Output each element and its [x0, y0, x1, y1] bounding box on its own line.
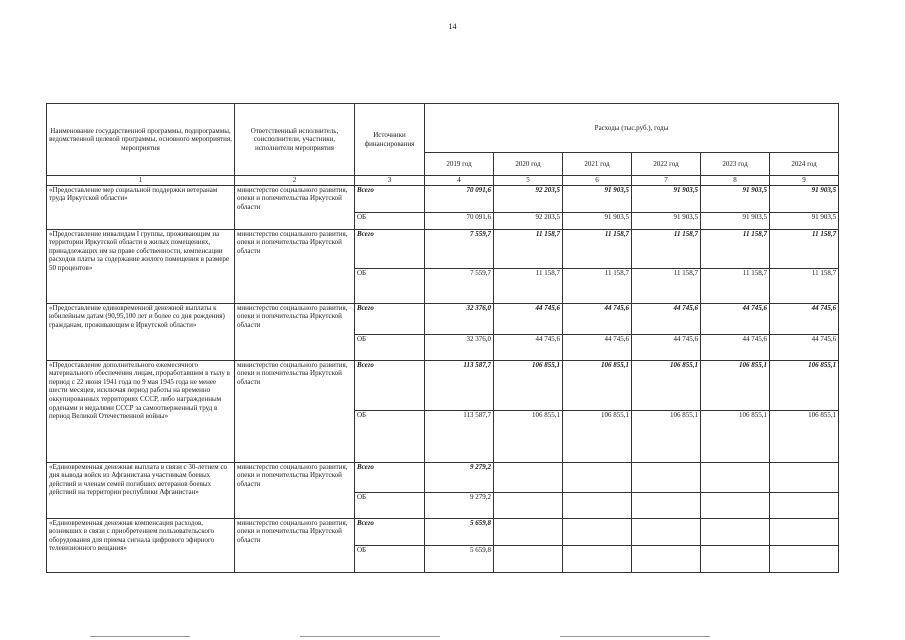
source-ob: ОБ — [355, 334, 425, 360]
amount-ob: 11 158,7 — [563, 268, 632, 303]
activity-name: «Предоставление дополнительного ежемесячного материального обеспечения лицам, проработавшим в тылу в период с 22 июня 1941 года по 9 мая 1945 года не менее шести месяцев, исключая период работы на временно оккупированных территориях СССР, либо награжденным орденами и медалями СССР за самоотверженный труд в период Великой Отечественной войны» — [47, 360, 235, 462]
amount-ob — [701, 545, 770, 572]
amount-total — [632, 518, 701, 545]
amount-ob — [563, 545, 632, 572]
amount-total: 91 903,5 — [701, 185, 770, 212]
amount-ob: 44 745,6 — [632, 334, 701, 360]
table-row — [47, 229, 839, 268]
amount-total: 92 203,5 — [494, 185, 563, 212]
amount-total — [632, 462, 701, 492]
amount-total: 91 903,5 — [770, 185, 839, 212]
amount-ob: 113 587,7 — [425, 410, 494, 462]
amount-ob: 70 091,6 — [425, 212, 494, 229]
amount-total: 44 745,6 — [701, 303, 770, 334]
amount-ob: 106 855,1 — [770, 410, 839, 462]
executor-name: министерство социального развития, опеки и попечительства Иркутской области — [235, 229, 355, 303]
executor-name: министерство социального развития, опеки и попечительства Иркутской области — [235, 518, 355, 572]
amount-total — [701, 462, 770, 492]
amount-ob: 91 903,5 — [632, 212, 701, 229]
table-row — [47, 518, 839, 545]
amount-total — [563, 462, 632, 492]
amount-total — [770, 518, 839, 545]
amount-ob: 106 855,1 — [563, 410, 632, 462]
amount-ob — [494, 545, 563, 572]
source-ob: ОБ — [355, 492, 425, 518]
amount-total — [494, 518, 563, 545]
header-year: 2019 год — [425, 153, 494, 176]
amount-ob — [632, 492, 701, 518]
amount-ob — [770, 545, 839, 572]
column-number: 8 — [701, 176, 770, 186]
amount-total: 106 855,1 — [563, 360, 632, 410]
scan-artifact — [300, 636, 440, 637]
amount-total: 91 903,5 — [563, 185, 632, 212]
column-number: 7 — [632, 176, 701, 186]
amount-total: 7 559,7 — [425, 229, 494, 268]
header-year: 2021 год — [563, 153, 632, 176]
header-name: Наименование государственной программы, подпрограммы, ведомственной целевой программы, основного мероприятия, мероприятия — [47, 104, 235, 176]
source-ob: ОБ — [355, 268, 425, 303]
source-total: Всего — [355, 462, 425, 492]
scan-artifact — [560, 636, 710, 637]
amount-total — [563, 518, 632, 545]
amount-total: 106 855,1 — [701, 360, 770, 410]
amount-ob: 106 855,1 — [701, 410, 770, 462]
column-number: 4 — [425, 176, 494, 186]
executor-name: министерство социального развития, опеки и попечительства Иркутской области — [235, 303, 355, 360]
activity-name: «Единовременная денежная выплата в связи с 30-летием со дня вывода войск из Афганистана участникам боевых действий и членам семей погибших ветеранов боевых действий на территории республики Афганистан» — [47, 462, 235, 518]
source-ob: ОБ — [355, 545, 425, 572]
amount-total: 44 745,6 — [770, 303, 839, 334]
amount-total: 91 903,5 — [632, 185, 701, 212]
amount-ob — [770, 492, 839, 518]
scan-artifact — [90, 636, 190, 637]
amount-total: 11 158,7 — [632, 229, 701, 268]
header-year: 2024 год — [770, 153, 839, 176]
source-total: Всего — [355, 360, 425, 410]
amount-ob — [701, 492, 770, 518]
amount-ob: 7 559,7 — [425, 268, 494, 303]
activity-name: «Предоставление мер социальной поддержки ветеранам труда Иркутской области» — [47, 185, 235, 229]
amount-total: 11 158,7 — [494, 229, 563, 268]
amount-total: 11 158,7 — [701, 229, 770, 268]
header-year: 2020 год — [494, 153, 563, 176]
amount-ob: 106 855,1 — [632, 410, 701, 462]
amount-total: 106 855,1 — [632, 360, 701, 410]
amount-ob — [632, 545, 701, 572]
amount-total: 9 279,2 — [425, 462, 494, 492]
header-year: 2022 год — [632, 153, 701, 176]
page-number: 14 — [448, 22, 457, 31]
amount-total: 11 158,7 — [770, 229, 839, 268]
amount-ob: 5 659,8 — [425, 545, 494, 572]
amount-total: 5 659,8 — [425, 518, 494, 545]
amount-ob: 32 376,0 — [425, 334, 494, 360]
amount-ob: 44 745,6 — [701, 334, 770, 360]
header-executor: Ответственный исполнитель, соисполнители, участники, исполнители мероприятия — [235, 104, 355, 176]
budget-table — [46, 103, 839, 573]
source-total: Всего — [355, 518, 425, 545]
amount-ob: 44 745,6 — [770, 334, 839, 360]
amount-ob: 91 903,5 — [563, 212, 632, 229]
source-total: Всего — [355, 185, 425, 212]
column-number: 2 — [235, 176, 355, 186]
amount-ob: 11 158,7 — [770, 268, 839, 303]
header-sources: Источники финансирования — [355, 104, 425, 176]
amount-total — [770, 462, 839, 492]
table-row — [47, 360, 839, 410]
amount-ob: 11 158,7 — [632, 268, 701, 303]
column-number: 6 — [563, 176, 632, 186]
table-row — [47, 185, 839, 212]
column-number: 1 — [47, 176, 235, 186]
amount-total: 106 855,1 — [770, 360, 839, 410]
table-row — [47, 462, 839, 492]
amount-ob: 91 903,5 — [770, 212, 839, 229]
amount-total: 11 158,7 — [563, 229, 632, 268]
source-total: Всего — [355, 229, 425, 268]
amount-total: 44 745,6 — [494, 303, 563, 334]
source-total: Всего — [355, 303, 425, 334]
executor-name: министерство социального развития, опеки и попечительства Иркутской области — [235, 462, 355, 518]
amount-ob: 44 745,6 — [494, 334, 563, 360]
table-row — [47, 303, 839, 334]
amount-total: 32 376,0 — [425, 303, 494, 334]
amount-total: 106 855,1 — [494, 360, 563, 410]
amount-ob: 11 158,7 — [701, 268, 770, 303]
amount-ob — [563, 492, 632, 518]
amount-ob: 9 279,2 — [425, 492, 494, 518]
activity-name: «Предоставление единовременной денежной выплаты к юбилейным датам (90,95,100 лет и более со дня рождения) гражданам, проживающим в Иркутской области» — [47, 303, 235, 360]
amount-ob: 91 903,5 — [701, 212, 770, 229]
amount-ob: 106 855,1 — [494, 410, 563, 462]
amount-total: 44 745,6 — [563, 303, 632, 334]
amount-ob: 44 745,6 — [563, 334, 632, 360]
header-year: 2023 год — [701, 153, 770, 176]
header-expenses: Расходы (тыс.руб.), годы — [425, 104, 839, 153]
amount-ob: 11 158,7 — [494, 268, 563, 303]
activity-name: «Единовременная денежная компенсация расходов, возникших в связи с приобретением пользовательского оборудования для приема сигнала цифрового эфирного телевизионного вещания» — [47, 518, 235, 572]
amount-total — [494, 462, 563, 492]
amount-total: 70 091,6 — [425, 185, 494, 212]
amount-ob: 92 203,5 — [494, 212, 563, 229]
column-number: 3 — [355, 176, 425, 186]
amount-total: 113 587,7 — [425, 360, 494, 410]
executor-name: министерство социального развития, опеки и попечительства Иркутской области — [235, 360, 355, 462]
source-ob: ОБ — [355, 212, 425, 229]
column-number: 9 — [770, 176, 839, 186]
activity-name: «Предоставление инвалидам I группы, проживающим на территории Иркутской области в жилых помещениях, принадлежащих им на праве собственности, компенсации расходов платы за содержание жилого помещения в размере 50 процентов» — [47, 229, 235, 303]
source-ob: ОБ — [355, 410, 425, 462]
executor-name: министерство социального развития, опеки и попечительства Иркутской области — [235, 185, 355, 229]
column-number: 5 — [494, 176, 563, 186]
amount-total: 44 745,6 — [632, 303, 701, 334]
amount-ob — [494, 492, 563, 518]
amount-total — [701, 518, 770, 545]
